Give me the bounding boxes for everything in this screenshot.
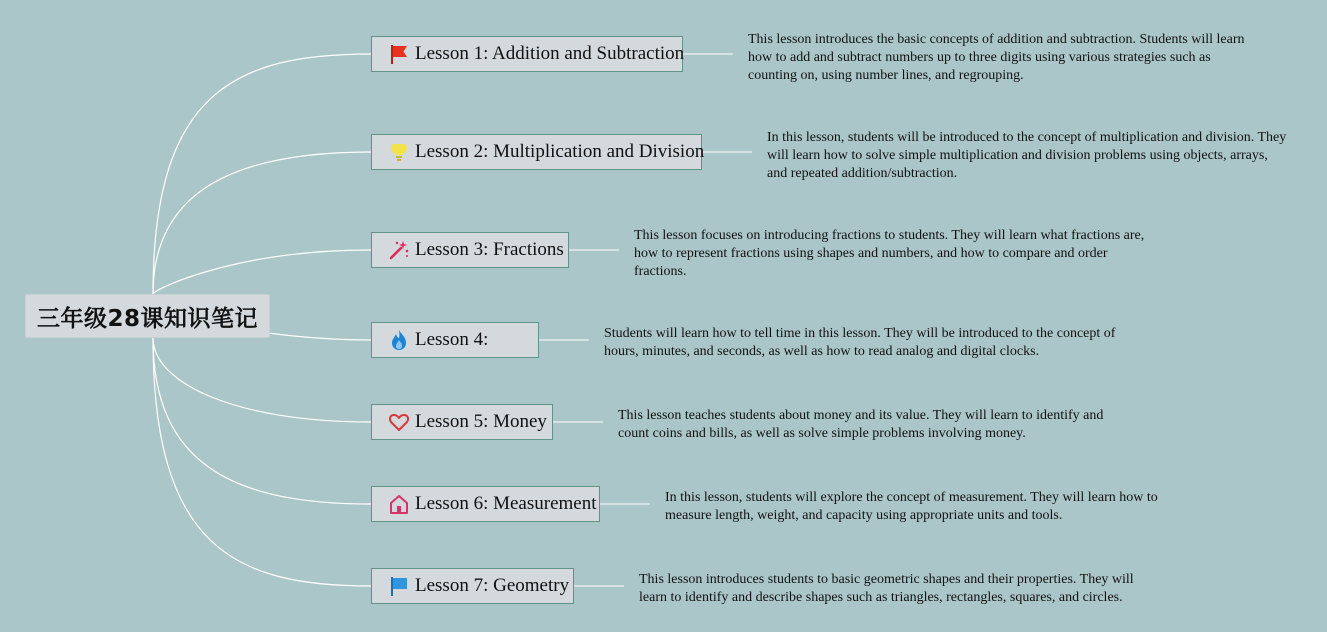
lesson-note-2: In this lesson, students will be introduced to the concept of multiplication and division. They will learn how to solve simple multiplication and division problems using objects, arrays, and repeated addition/subtraction. (767, 130, 1287, 181)
lightbulb-icon (388, 141, 410, 163)
lesson-node-3[interactable] (371, 232, 569, 268)
lesson-title: Lesson 6: Measurement (415, 493, 597, 514)
blue-flag-icon (388, 575, 410, 597)
flame-icon (388, 329, 410, 351)
lesson-note-1: This lesson introduces the basic concepts of addition and subtraction. Students will learn how to add and subtract numbers up to three digits using various strategies such as counting on, using number lines, and regrouping. (748, 32, 1245, 83)
root-to-lesson-7-connector (153, 338, 371, 586)
lesson-title: Lesson 4: (415, 329, 489, 350)
lesson-note-5: This lesson teaches students about money and its value. They will learn to identify and count coins and bills, as well as solve simple problems involving money. (618, 408, 1104, 441)
lesson-note-4: Students will learn how to tell time in this lesson. They will be introduced to the concept of hours, minutes, and seconds, as well as how to read analog and digital clocks. (604, 326, 1116, 359)
root-topic-label: 三年级28课知识笔记 (36, 305, 258, 332)
lesson-node-5[interactable] (371, 404, 553, 440)
lesson-node-2[interactable] (371, 134, 705, 170)
lesson-title: Lesson 7: Geometry (415, 575, 570, 596)
root-topic[interactable] (25, 294, 270, 338)
lesson-title: Lesson 2: Multiplication and Division (415, 141, 705, 162)
lesson-node-6[interactable] (371, 486, 600, 522)
lesson-title: Lesson 1: Addition and Subtraction (415, 43, 685, 64)
lesson-node-4[interactable] (371, 322, 539, 358)
lesson-note-3: This lesson focuses on introducing fractions to students. They will learn what fractions are, how to represent fractions using shapes and numbers, and how to compare and order fractions. (634, 228, 1145, 279)
root-to-lesson-3-connector (153, 250, 371, 294)
root-to-lesson-2-connector (153, 152, 371, 294)
lesson-node-1[interactable] (371, 36, 683, 72)
lesson-title: Lesson 5: Money (415, 411, 547, 432)
house-icon (388, 493, 410, 515)
lesson-note-7: This lesson introduces students to basic geometric shapes and their properties. They will learn to identify and describe shapes such as triangles, rectangles, squares, and circles. (639, 572, 1134, 605)
lesson-node-7[interactable] (371, 568, 574, 604)
red-flag-icon (388, 43, 410, 65)
lesson-title: Lesson 3: Fractions (415, 239, 564, 260)
lesson-note-6: In this lesson, students will explore the concept of measurement. They will learn how to measure length, weight, and capacity using appropriate units and tools. (665, 490, 1158, 523)
root-to-lesson-1-connector (153, 54, 371, 294)
heart-icon (388, 411, 410, 433)
magic-wand-icon (388, 239, 410, 261)
root-to-lesson-5-connector (153, 338, 371, 422)
